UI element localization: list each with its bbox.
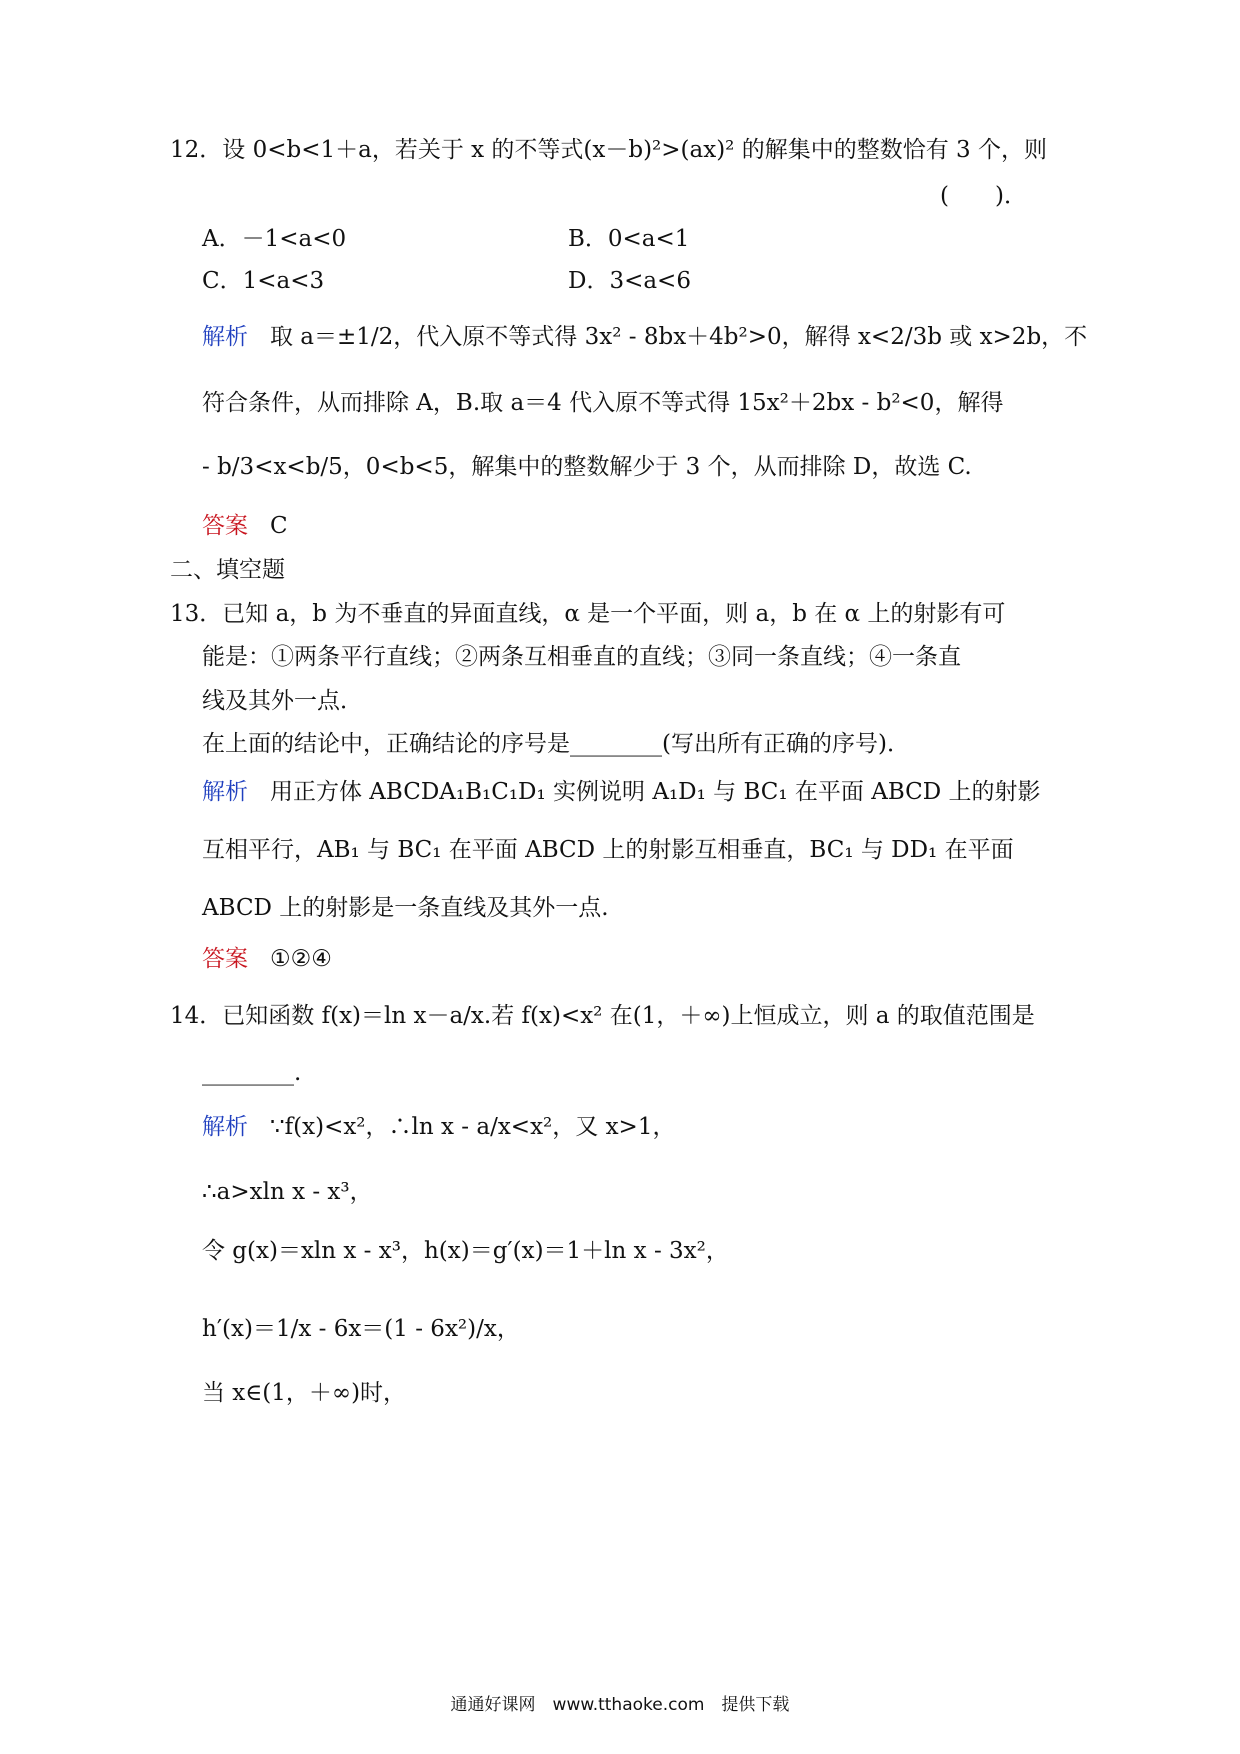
q13-analysis-label: 解析 [202, 779, 248, 805]
q14-analysis-label: 解析 [202, 1114, 248, 1140]
q13-analysis-line-3: ABCD 上的射影是一条直线及其外一点. [202, 895, 609, 921]
q12-stem: 12．设 0<b<1＋a，若关于 x 的不等式(x－b)²>(ax)² 的解集中的整数恰有 3 个，则 [170, 137, 1047, 163]
q13-stem-line-4: 在上面的结论中，正确结论的序号是________(写出所有正确的序号)． [202, 731, 910, 757]
q13-answer-label: 答案 [202, 946, 248, 972]
q12-analysis-line-2: 符合条件，从而排除 A，B.取 a＝4 代入原不等式得 15x²＋2bx - b²<0，解得 [202, 390, 1004, 416]
q12-answer-label: 答案 [202, 513, 248, 539]
q12-option-d: D．3<a<6 [568, 268, 691, 294]
q14-analysis-line-4: h′(x)＝1/x - 6x＝(1 - 6x²)/x， [202, 1316, 520, 1342]
q12-answer-value: C [270, 513, 288, 539]
q12-paren: ( )． [940, 183, 1027, 209]
q14-analysis-text-1: ∵f(x)<x²，∴ln x - a/x<x²，又 x>1， [270, 1114, 676, 1140]
q12-answer-line [202, 511, 288, 541]
q14-stem: 14．已知函数 f(x)＝ln x－a/x.若 f(x)<x² 在(1，＋∞)上恒成立，则 a 的取值范围是 [170, 1003, 1035, 1029]
q13-analysis-line-2: 互相平行，AB₁ 与 BC₁ 在平面 ABCD 上的射影互相垂直，BC₁ 与 DD₁ 在平面 [202, 837, 1014, 863]
q13-analysis-text-1: 用正方体 ABCDA₁B₁C₁D₁ 实例说明 A₁D₁ 与 BC₁ 在平面 ABCD 上的射影 [270, 779, 1041, 805]
q14-analysis-line-5: 当 x∈(1，＋∞)时， [202, 1380, 407, 1406]
q14-analysis-line-2: ∴a>xln x - x³， [202, 1179, 373, 1205]
page-footer: 通通好课网 www.tthaoke.com 提供下载 [450, 1695, 790, 1715]
q14-analysis-line-1 [202, 1112, 675, 1142]
q14-analysis-line-3: 令 g(x)＝xln x - x³，h(x)＝g′(x)＝1＋ln x - 3x²， [202, 1238, 729, 1264]
q13-stem-line-3: 线及其外一点． [202, 688, 363, 714]
q13-answer-line [202, 944, 332, 974]
q12-analysis-line-1 [202, 322, 1087, 352]
q14-blank: ________. [202, 1060, 302, 1086]
section-title: 二、填空题 [170, 557, 285, 583]
q12-analysis-line-3: - b/3<x<b/5，0<b<5，解集中的整数解少于 3 个，从而排除 D，故选 C. [202, 454, 972, 480]
q12-option-c: C．1<a<3 [202, 268, 325, 294]
q13-stem-line-2: 能是：①两条平行直线；②两条互相垂直的直线；③同一条直线；④一条直 [202, 644, 961, 670]
q13-analysis-line-1 [202, 777, 1041, 807]
q13-stem-line-1: 13．已知 a，b 为不垂直的异面直线，α 是一个平面，则 a，b 在 α 上的射影有可 [170, 601, 1006, 627]
q12-option-b: B．0<a<1 [568, 226, 690, 252]
q12-option-a: A．－1<a<0 [202, 226, 347, 252]
q13-answer-value: ①②④ [270, 946, 332, 972]
q12-analysis-text-1: 取 a＝±1/2，代入原不等式得 3x² - 8bx＋4b²>0，解得 x<2/3b 或 x>2b，不 [270, 324, 1088, 350]
q12-analysis-label: 解析 [202, 324, 248, 350]
